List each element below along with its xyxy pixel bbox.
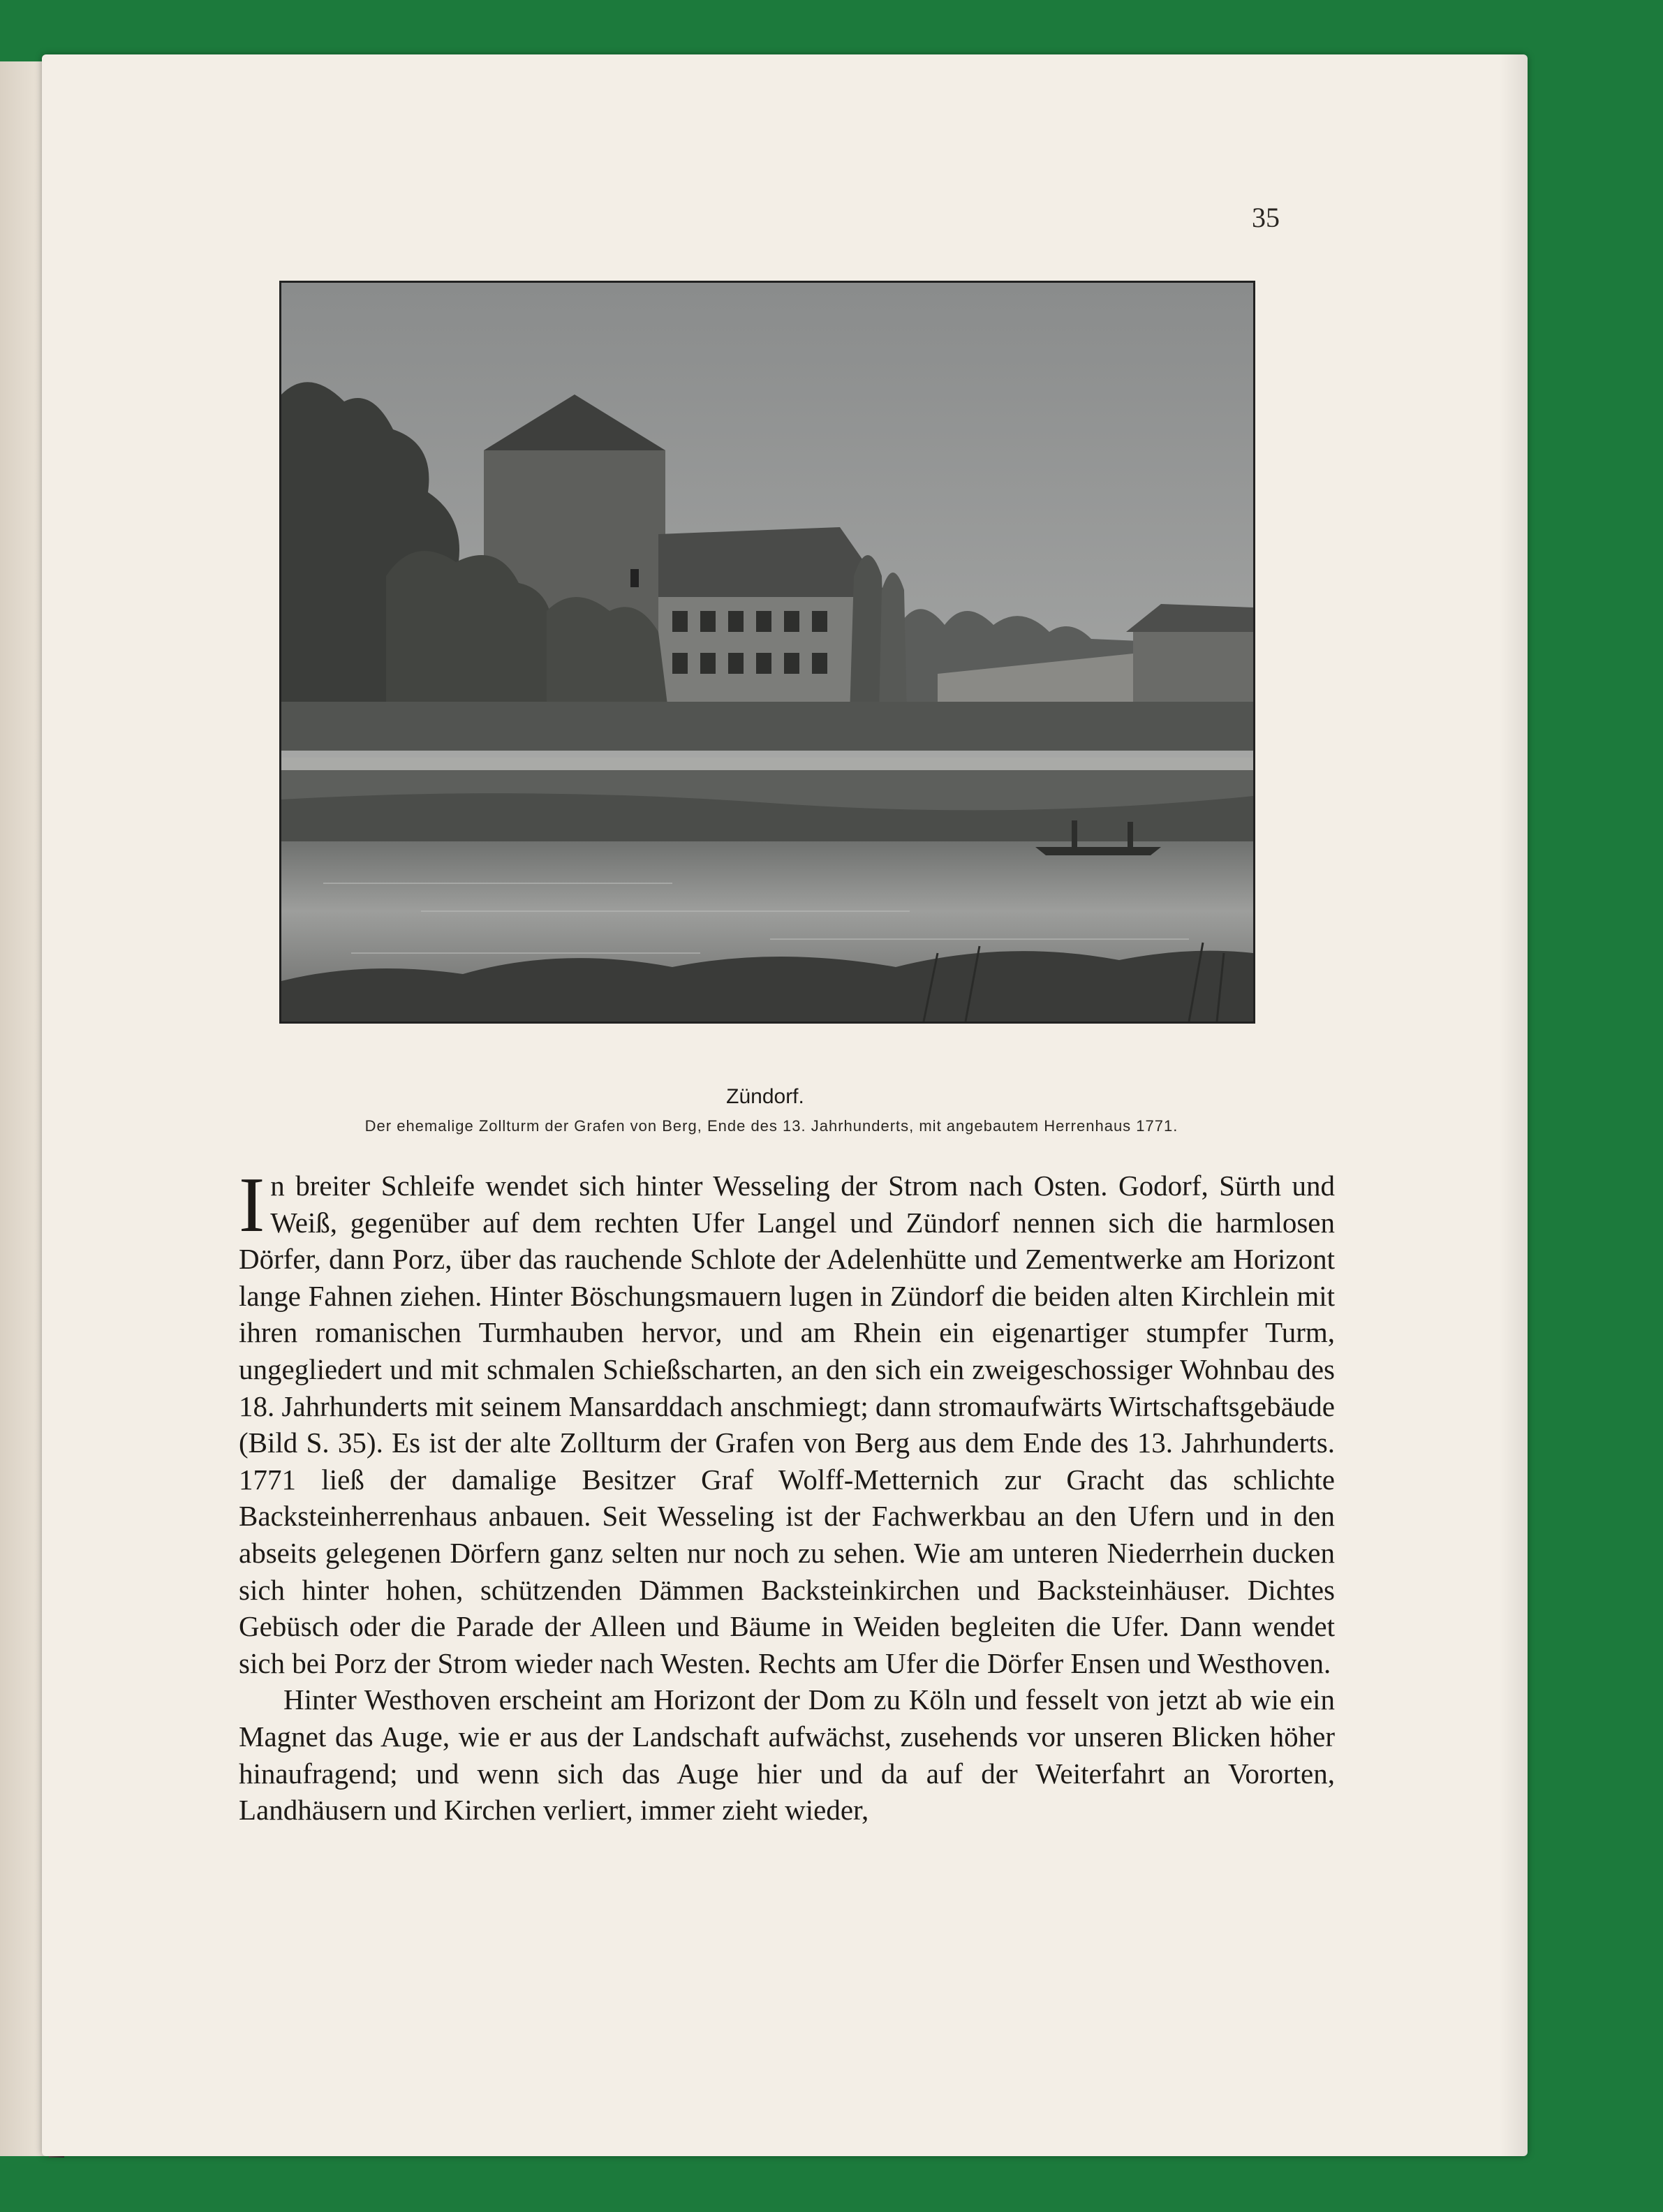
figure-caption: Der ehemalige Zollturm der Grafen von Berg, Ende des 13. Jahrhunderts, mit angebautem Herrenhaus 1771. bbox=[364, 1117, 1178, 1135]
photo-illustration bbox=[281, 283, 1253, 1022]
book-page bbox=[42, 54, 1528, 2156]
drop-cap-initial: I bbox=[239, 1162, 265, 1248]
paragraph-1-text: n breiter Schleife wendet sich hinter Wesseling der Strom nach Osten. Godorf, Sürth und Weiß, gegenüber auf dem rechten Ufer Langel und Zündorf nennen sich die harmlosen Dörfer, dann Porz, über das rauchende Schlote der Adelenhütte und Zementwerke am Horizont lange Fahnen ziehen. Hinter Böschungsmauern lugen in Zündorf die beiden alten Kirchlein mit ihren romanischen Turmhauben hervor, und am Rhein ein eigenartiger stumpfer Turm, ungegliedert und mit schmalen Schießscharten, an den sich ein zweigeschossiger Wohnbau des 18. Jahrhunderts mit seinem Mansarddach anschmiegt; dann stromaufwärts Wirtschaftsgebäude (Bild S. 35). Es ist der alte Zollturm der Grafen von Berg aus dem Ende des 13. Jahrhunderts. 1771 ließ der damalige Besitzer Graf Wolff-Metternich zur Gracht das schlichte Backsteinherrenhaus anbauen. Seit Wesseling ist der Fachwerkbau an den Ufern und in den abseits gelegenen Dörfern ganz selten nur noch zu sehen. Wie am unteren Niederrhein ducken sich hinter hohen, schützenden Dämmen Backsteinkirchen und Backsteinhäuser. Dichtes Gebüsch oder die Parade der Alleen und Bäume in Weiden begleiten die Ufer. Dann wendet sich bei Porz der Strom wieder nach Westen. Rechts am Ufer die Dörfer Ensen und Westhoven. bbox=[239, 1170, 1335, 1679]
paragraph-1 bbox=[239, 1162, 1335, 1681]
photograph-zuendorf-tower bbox=[279, 281, 1255, 1024]
paragraph-2: Hinter Westhoven erscheint am Horizont der Dom zu Köln und fesselt von jetzt ab wie ein Magnet das Auge, wie er aus der Landschaft aufwächst, zusehends vor unseren Blicken höher hinaufragend; und wenn sich das Auge hier und da auf der Weiterfahrt an Vororten, Landhäusern und Kirchen verliert, immer zieht wieder, bbox=[239, 1683, 1335, 1827]
page-edge-shadow bbox=[1500, 54, 1528, 2156]
body-text bbox=[239, 1162, 1335, 1829]
figure-title: Zündorf. bbox=[726, 1085, 804, 1108]
page-number: 35 bbox=[1252, 202, 1280, 233]
